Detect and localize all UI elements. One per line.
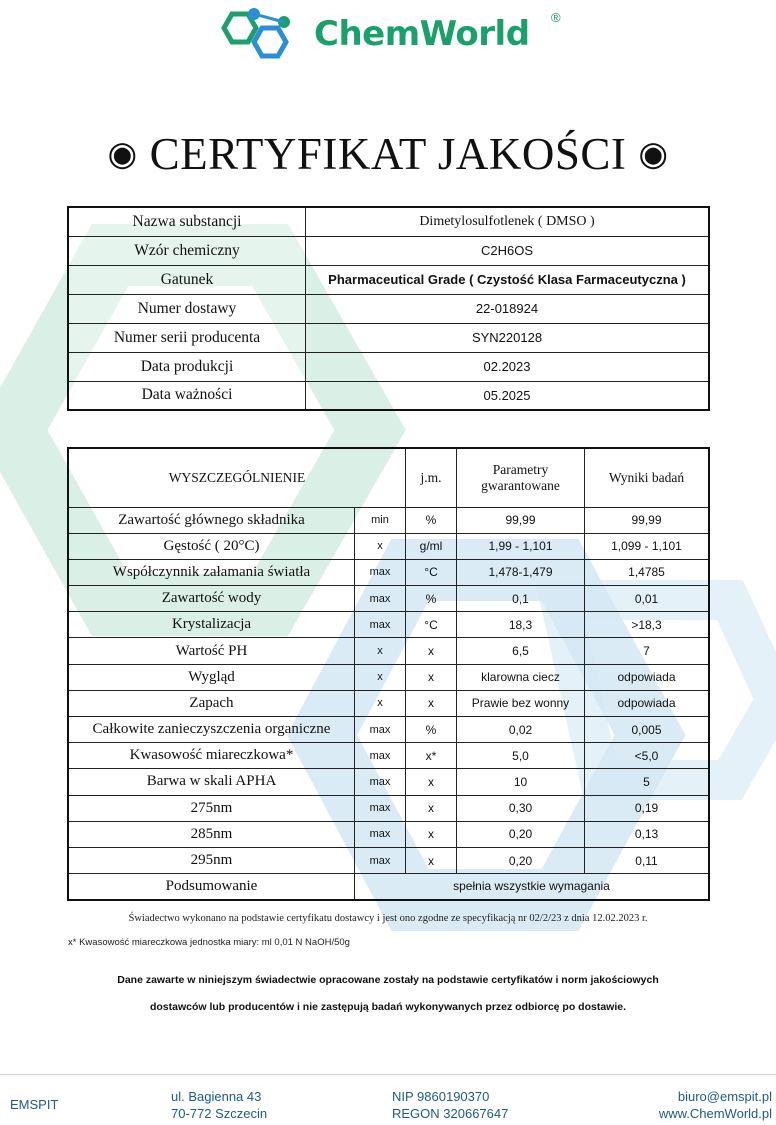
info-value: 02.2023 [306,352,710,381]
address-line: 70-772 Szczecin [171,1106,268,1121]
spec-name: Gęstość ( 20°C) [68,533,355,559]
info-row [68,207,709,236]
table-row [68,743,709,769]
spec-name: Kwasowość miareczkowa* [68,743,355,769]
nip: NIP 9860190370 [392,1089,490,1104]
table-row [68,847,709,873]
website-link[interactable]: www.ChemWorld.pl [658,1106,772,1121]
info-label: Gatunek [68,265,306,294]
spec-name: Wygląd [68,664,355,690]
summary-value: spełnia wszystkie wymagania [355,874,710,900]
spec-unit: °C [406,612,457,638]
spec-result: 0,11 [585,847,710,873]
spec-qualifier: max [355,769,406,795]
table-row [68,821,709,847]
footer-company: EMSPIT [10,1097,59,1112]
spec-result: 5 [585,769,710,795]
info-row [68,265,709,294]
footer-contact [610,1088,772,1122]
spec-name: 275nm [68,795,355,821]
address-line: ul. Bagienna 43 [171,1089,262,1104]
registered-mark: ® [551,10,561,25]
spec-guaranteed: 0,30 [457,795,585,821]
spec-result: 99,99 [585,507,710,533]
spec-guaranteed: 0,20 [457,847,585,873]
info-row [68,352,709,381]
spec-name: Współczynnik załamania światła [68,559,355,585]
info-value: SYN220128 [306,323,710,352]
spec-qualifier: x [355,664,406,690]
spec-guaranteed: 1,478-1,479 [457,559,585,585]
spec-result: odpowiada [585,664,710,690]
info-value: 05.2025 [306,381,710,410]
spec-unit: % [406,717,457,743]
spec-name: Krystalizacja [68,612,355,638]
spec-guaranteed: 0,02 [457,717,585,743]
molecule-hexagon-icon [218,4,310,66]
spec-unit: x [406,664,457,690]
spec-result: odpowiada [585,690,710,716]
spec-qualifier: max [355,559,406,585]
spec-name: 295nm [68,847,355,873]
info-row [68,294,709,323]
spec-name: Wartość PH [68,638,355,664]
table-row [68,690,709,716]
header-results: Wyniki badań [585,448,710,507]
spec-result: 0,005 [585,717,710,743]
footer-tax-ids [392,1088,508,1122]
chemworld-logo [218,4,578,66]
info-label: Data produkcji [68,352,306,381]
spec-qualifier: x [355,533,406,559]
specification-table [67,447,710,901]
spec-qualifier: max [355,847,406,873]
spec-guaranteed: 1,99 - 1,101 [457,533,585,559]
spec-unit: % [406,507,457,533]
spec-guaranteed: klarowna ciecz [457,664,585,690]
spec-qualifier: max [355,743,406,769]
spec-guaranteed: 10 [457,769,585,795]
spec-name: Barwa w skali APHA [68,769,355,795]
info-label: Wzór chemiczny [68,236,306,265]
spec-unit: x [406,795,457,821]
table-row [68,586,709,612]
spec-guaranteed: Prawie bez wonny [457,690,585,716]
title-text: CERTYFIKAT JAKOŚCI [149,129,627,179]
certificate-basis-note: Świadectwo wykonano na podstawie certyfikatu dostawcy i jest ono zgodne ze specyfikacją nr 02/2/23 z dnia 12.02.2023 r. [128,913,648,924]
spec-result: 0,01 [585,586,710,612]
spec-result: 7 [585,638,710,664]
info-label: Numer dostawy [68,294,306,323]
substance-info-table [67,206,710,411]
spec-guaranteed: 0,20 [457,821,585,847]
spec-result: 0,19 [585,795,710,821]
spec-unit: x [406,847,457,873]
spec-qualifier: max [355,795,406,821]
spec-unit: x [406,638,457,664]
spec-qualifier: max [355,586,406,612]
title-bullet-icon: ◉ [638,136,669,173]
spec-unit: x* [406,743,457,769]
table-row [68,507,709,533]
spec-guaranteed: 99,99 [457,507,585,533]
table-row [68,769,709,795]
footer-address [171,1088,267,1122]
table-row [68,717,709,743]
header-item: WYSZCZEGÓLNIENIE [68,448,406,507]
spec-name: Zawartość wody [68,586,355,612]
spec-name: Zawartość głównego składnika [68,507,355,533]
disclaimer [0,967,776,1021]
spec-body [68,507,709,874]
spec-unit: x [406,769,457,795]
spec-unit: x [406,821,457,847]
spec-result: >18,3 [585,612,710,638]
info-value: C2H6OS [306,236,710,265]
email-link[interactable]: biuro@emspit.pl [677,1089,772,1104]
footer-divider [0,1074,776,1075]
table-header-row [68,448,709,507]
acidity-footnote: x* Kwasowość miareczkowa jednostka miary: ml 0,01 N NaOH/50g [68,937,350,948]
page-title [0,128,776,180]
table-row [68,559,709,585]
info-value: 22-018924 [306,294,710,323]
summary-label: Podsumowanie [68,874,355,900]
table-row [68,795,709,821]
summary-row [68,874,709,900]
spec-unit: % [406,586,457,612]
title-bullet-icon: ◉ [107,136,138,173]
disclaimer-line: Dane zawarte w niniejszym świadectwie opracowane zostały na podstawie certyfikatów i norm jakościowych [117,974,659,986]
table-row [68,664,709,690]
spec-qualifier: max [355,612,406,638]
spec-guaranteed: 6,5 [457,638,585,664]
table-row [68,533,709,559]
spec-unit: °C [406,559,457,585]
brand-name: ChemWorld [314,14,530,54]
info-label: Data ważności [68,381,306,410]
spec-guaranteed: 5,0 [457,743,585,769]
info-label: Nazwa substancji [68,207,306,236]
spec-result: 0,13 [585,821,710,847]
spec-guaranteed: 0,1 [457,586,585,612]
spec-qualifier: x [355,638,406,664]
regon: REGON 320667647 [392,1106,509,1121]
spec-name: Całkowite zanieczyszczenia organiczne [68,717,355,743]
spec-result: <5,0 [585,743,710,769]
table-row [68,612,709,638]
spec-name: 285nm [68,821,355,847]
spec-qualifier: max [355,821,406,847]
spec-result: 1,4785 [585,559,710,585]
info-row [68,236,709,265]
info-value: Pharmaceutical Grade ( Czystość Klasa Farmaceutyczna ) [306,265,710,294]
spec-qualifier: min [355,507,406,533]
table-row [68,638,709,664]
info-label: Numer serii producenta [68,323,306,352]
info-row [68,381,709,410]
header-guaranteed: Parametry gwarantowane [457,448,585,507]
header-unit: j.m. [406,448,457,507]
info-row [68,323,709,352]
spec-qualifier: max [355,717,406,743]
disclaimer-line: dostawców lub producentów i nie zastępują badań wykonywanych przez odbiorcę po dostawie. [149,1001,627,1013]
spec-result: 1,099 - 1,101 [585,533,710,559]
spec-unit: g/ml [406,533,457,559]
info-value: Dimetylosulfotlenek ( DMSO ) [306,207,710,236]
spec-guaranteed: 18,3 [457,612,585,638]
spec-qualifier: x [355,690,406,716]
spec-unit: x [406,690,457,716]
spec-name: Zapach [68,690,355,716]
